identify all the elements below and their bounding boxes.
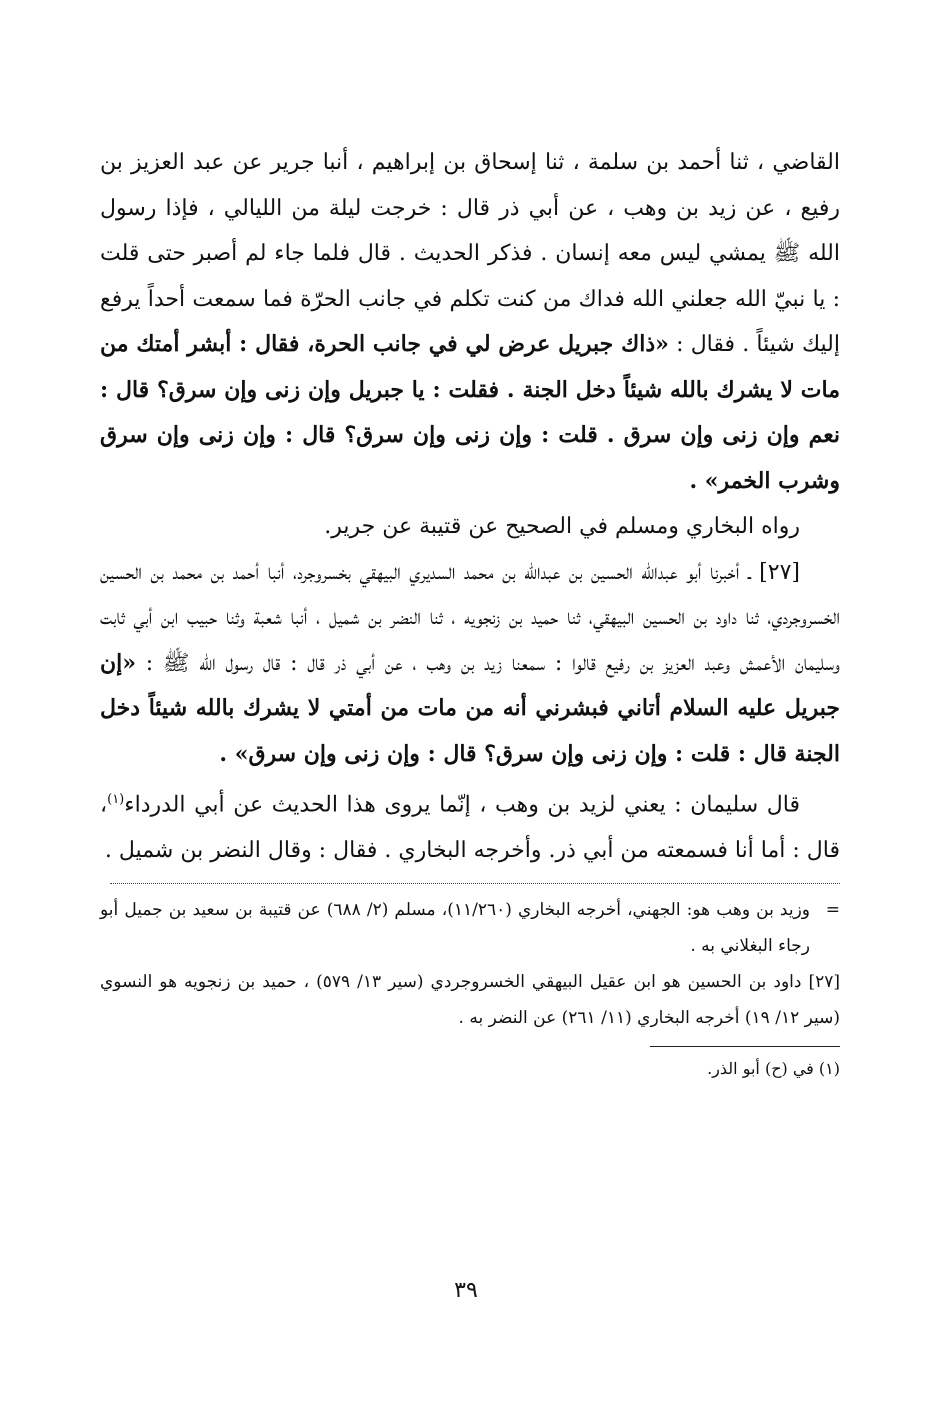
footnotes — [100, 1053, 840, 1085]
line-5: شيئاً . فقال : — [676, 332, 795, 357]
editor-notes — [100, 892, 840, 1036]
main-text — [100, 140, 840, 873]
comment-paragraph — [100, 777, 840, 873]
note-continuation — [100, 892, 840, 964]
hadith-27-matn: «إن جبريل عليه السلام أتاني فبشرني أنه من مات من أمتي لا يشرك بالله شيئاً دخل الجنة قال : قلت : وإن زنى وإن سرق؟ قال : وإن زنى وإن سرق» . — [100, 649, 840, 767]
footnote-1: (١) في (ح) أبو الذر. — [707, 1059, 840, 1079]
takhrij-line: رواه البخاري ومسلم في الصحيح عن قتيبة عن جرير. — [324, 514, 800, 539]
line-1: القاضي ، ثنا أحمد بن سلمة ، ثنا إسحاق بن إبراهيم ، أنبا جرير عن عبد العزيز بن — [100, 150, 840, 175]
hadith-26-matn: «ذاك جبريل عرض لي في جانب الحرة، فقال : أبشر أمتك من مات لا يشرك بالله شيئاً دخل الجنة . فقلت : يا جبريل وإن زنى وإن سرق؟ قال : نعم وإن زنى وإن سرق . قلت : وإن زنى وإن سرق؟ قال : وإن زنى وإن سرق وشرب الخمر» . — [100, 331, 841, 494]
page-number: ٣٩ — [454, 1278, 478, 1303]
note-marker: = — [825, 900, 840, 921]
hadith-27-isnad: [٢٧] ـ أخبرنا أبو عبدالله الحسين بن عبدالله بن محمد السديري البيهقي بخسروجرد، أنبا أحمد بن محمد بن الحسين الخسروجردي، ثنا داود بن الحسين البيهقي، ثنا حميد بن زنجويه ، ثنا النضر بن شميل ، أنبا شعبة وثنا حبيب ابن أبي ثابت وسليمان الأعمش وعبد العزيز بن رفيع قالوا : سمعنا زيد بن وهب ، عن أبي ذر قال : قال رسول الله ﷺ : — [100, 559, 840, 676]
line-2: رفيع ، عن زيد بن وهب ، عن أبي ذر قال : خرجت ليلة من الليالي ، فإذا رسول الله ﷺ — [100, 195, 840, 266]
hadith-26-paragraph — [100, 140, 840, 504]
footnote-separator — [650, 1046, 840, 1047]
line-3: يمشي ليس معه إنسان . فذكر الحديث . قال فلما جاء لم أصبر حتى قلت : يا نبيّ — [100, 241, 840, 312]
note-27: [٢٧] داود بن الحسين هو ابن عقيل البيهقي الخسروجردي (سير ١٣/ ٥٧٩) ، حميد بن زنجويه هو النسوي (سير ١٢/ ١٩) أخرجه البخاري (١١/ ٢٦١) عن النضر به . — [100, 972, 840, 1029]
comment-part-2: ، قال : أما أنا فسمعته من أبي ذر. وأخرجه البخاري . فقال : وقال النضر بن شميل . — [100, 792, 840, 863]
note-1-text: وزيد بن وهب هو: الجهني، أخرجه البخاري (١١/٢٦٠)، مسلم (٢/ ٦٨٨) عن قتيبة بن سعيد بن جميل أبو رجاء البغلاني به . — [100, 900, 810, 957]
comment-part-1: قال سليمان : يعني لزيد بن وهب ، إنّما يروى هذا الحديث عن أبي الدرداء — [124, 792, 800, 818]
notes-separator — [110, 883, 840, 884]
line-4: الله جعلني الله فداك من كنت تكلم في جانب الحرّة فما سمعت أحداً يرفع إليك — [100, 286, 840, 357]
hadith-27-paragraph — [100, 550, 840, 778]
footnote-ref: (١) — [107, 792, 125, 807]
